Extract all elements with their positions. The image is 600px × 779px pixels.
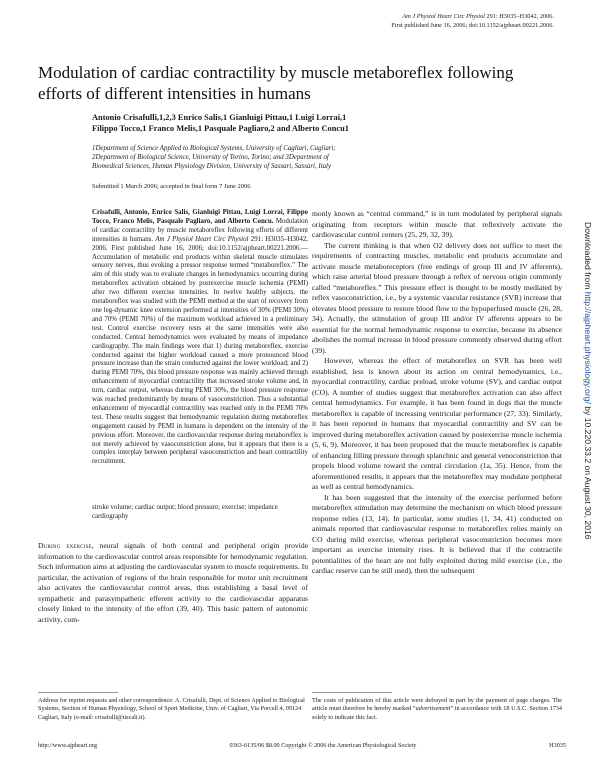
abstract-journal: Am J Physiol Heart Circ Physiol (155, 235, 249, 243)
download-prefix: Downloaded from (583, 222, 593, 290)
download-link[interactable]: http://ajpheart.physiology.org/ (583, 291, 593, 404)
page-number: H3035 (549, 742, 566, 749)
cost-note-text-1: The costs of publication of this article were defrayed in part by the payment of page charges. The article must therefore be hereby marked “ (312, 697, 562, 713)
first-published-line: First published June 16, 2006; doi:10.1152/ajpheart.00221.2006. (391, 22, 554, 29)
abstract-body: 291: H3035–H3042, 2006. First published June 16, 2006; doi:10.1152/ajpheart.00221.2006.—Accumulation of metabolic end products within skeletal muscle stimulates sensory nerves, thus evoking a pressor response termed “metaboreflex.” The aim of this study was to evaluate changes in hemodynamics occurring during metaboreflex activation obtained by postexercise muscle ischemia (PEMI) after two different exercise intensities. In twelve healthy subjects, the metaboreflex was studied with the PEMI method at the start of recovery from one leg-dynamic knee extension performed at intensities of 30% (PEMI 30%) and 70% (PEMI 70%) of the maximum workload achieved in a preliminary test. Control exercise recovery tests at the same intensities were also conducted. Central hemodynamics were evaluated by means of impedance cardiography. The main findings were that 1) during metaboreflex, exercise conducted against the higher workload caused a more pronounced blood pressure increase than the strain conducted against the lower workload; and 2) during PEMI 70%, this blood pressure response was mainly achieved through enhancement of myocardial contractility that increased stroke volume and, in turn, cardiac output, whereas during PEMI 30%, the blood pressure response was reached predominantly by means of vasoconstriction. Thus a substantial enhancement of myocardial contractility was reached only in the PEMI 70% test. These results suggest that hemodynamic regulation during metaboreflex engagement caused by PEMI in humans is dependent on the intensity of the previous effort. Moreover, the cardiovascular response during metaboreflex is not merely achieved by vasoconstriction alone, but it appears that there is a complex interplay between peripheral vasoconstriction and heart contractility recruitment. (92, 235, 308, 466)
download-suffix: by 10.220.33.2 on August 30, 2016 (583, 406, 593, 540)
paragraph-1: monly known as “central command,” is in turn modulated by peripheral signals originating from receptors within muscle that reflexively activate the cardiovascular control centers (25, 29, 32, 39). (312, 209, 562, 239)
article-title: Modulation of cardiac contractility by muscle metaboreflex following efforts of different intensities in humans (38, 63, 514, 103)
cost-note-text-2: ” in accordance with 18 U.S.C. Section 1734 solely to indicate this fact. (312, 705, 562, 721)
intro-paragraph (38, 541, 308, 625)
affiliations (92, 144, 512, 171)
paragraph-3: However, whereas the effect of metaboreflex on SVR has been well established, less is known about its action on central hemodynamics, i.e., myocardial contractility, cardiac preload, stroke volume (SV), and cardiac output (CO). A number of studies suggest that metaboreflex activation can also affect central hemodynamics. For example, it has been found in dogs that the muscle metaboreflex is capable of increasing ventricular performance (27, 33). Similarly, it has been reported in humans that myocardial contractility and SV can be improved during metaboreflex activation caused by postexercise muscle ischemia (5, 6, 9). Moreover, it has been proposed that the muscle metaboreflex is capable of enhancing filling pressure through splanchnic and general venoconstriction that propels blood volume toward the central circulation (1a, 35). Hence, from the aforementioned results, it appears that the metaboreflex may modulate peripheral as well as central hemodynamics. (312, 356, 562, 491)
paragraph-2: The current thinking is that when O2 delivery does not suffice to meet the requirements of contracting muscles, metabolic end products accumulate and activate muscle metaboreceptors (free endings of group III and IV afferents), which raise arterial blood pressure through a reflex of nervous origin commonly called “metaboreflex.” This pressure effect is thought to be mostly mediated by reflex vasoconstriction, i.e., by a systemic vascular resistance (SVR) increase that elevates blood pressure to restore blood flow to the hypoperfused muscle (26, 28, 34). Actually, the stimulation of group III and/or IV afferents appears to be essential for the normal hemodynamic response to exercise, because its absence abolishes the normal increase in blood pressure commonly observed during effort (39). (312, 240, 562, 355)
affiliation-2: 2Department of Biological Science, University of Torino, Torino; and 3Department of (92, 154, 329, 161)
intro-lead: During exercise, (38, 541, 94, 550)
journal-url-link[interactable]: http://www.ajpheart.org (38, 742, 97, 749)
affiliation-3: Biomedical Sciences, Human Physiology Division, University of Sassari, Sassari, Italy (92, 163, 332, 170)
abstract-lead: Crisafulli, Antonio, Enrico Salis, Gianluigi Pittau, Luigi Lorrai, Filippo Tocco, Franco Melis, Pasquale Pagliaro, and Alberto Concu. (92, 209, 308, 225)
author-list (92, 112, 512, 134)
footnote-divider-left (38, 692, 118, 693)
journal-citation: 291: H3035–H3042, 2006. (486, 13, 554, 20)
publication-cost-footnote (312, 697, 562, 722)
affiliation-1: 1Department of Science Applied to Biological Systems, University of Cagliari, Cagliari; (92, 145, 336, 152)
paragraph-4: It has been suggested that the intensity of the exercise performed before metaboreflex stimulation may determine the mechanism on which blood pressure response relies (13, 14). In particular, some studies (1, 34, 41) conducted on animals reported that cardiovascular response to metaboreflex relies mainly on CO during mild exercise, whereas peripheral vasoconstriction becomes more important as exercise intensity rises. It is believed that if the contractile potentialities of the heart are not fully exploited during mild exercise (i.e., the cardiac reserve can be still used), then the subsequent (312, 492, 562, 575)
abstract (92, 209, 308, 467)
intro-text: neural signals of both central and peripheral origin provide information to the cardiovascular control areas responsible for hemodynamic regulation. Such information aims at adjusting the cardiovascular system to muscle requirements. In particular, the activation of regions of the brain responsible for motor unit recruitment also activates the cardiovascular control areas, thus establishing a basal level of sympathetic and parasympathetic efferent activity to the cardiovascular apparatus closely linked to the intensity of the effort (39, 40). This basic pattern of autonomic activity, com- (38, 541, 308, 624)
journal-header (391, 12, 554, 30)
advertisement-mark: advertisement (415, 705, 451, 713)
right-column (312, 209, 562, 577)
authors-line-1: Antonio Crisafulli,1,2,3 Enrico Salis,1 Gianluigi Pittau,1 Luigi Lorrai,1 (92, 113, 347, 122)
correspondence-footnote: Address for reprint requests and other correspondence: A. Crisafulli, Dept. of Science Applied to Biological Systems, Section of Human Physiology, School of Sport Medicine, Univ. of Cagliari, Via Porcell 4, 09124 Cagliari, Italy (e-mail: crisafulli@tiscali.it). (38, 697, 305, 721)
download-watermark (573, 222, 593, 594)
journal-name: Am J Physiol Heart Circ Physiol (402, 13, 485, 20)
copyright-line: 0363-6135/06 $8.00 Copyright © 2006 the American Physiological Society (229, 742, 417, 749)
footnote-divider-right (312, 692, 392, 693)
abstract-title-ref: Modulation of cardiac contractility by muscle metaboreflex following efforts of different intensities in humans. (92, 217, 308, 243)
submission-dates: Submitted 1 March 2006; accepted in final form 7 June 2006 (92, 183, 251, 190)
keywords: stroke volume; cardiac output; blood pressure; exercise; impedance cardiography (92, 504, 278, 520)
authors-line-2: Filippo Tocco,1 Franco Melis,1 Pasquale Pagliaro,2 and Alberto Concu1 (92, 124, 349, 133)
